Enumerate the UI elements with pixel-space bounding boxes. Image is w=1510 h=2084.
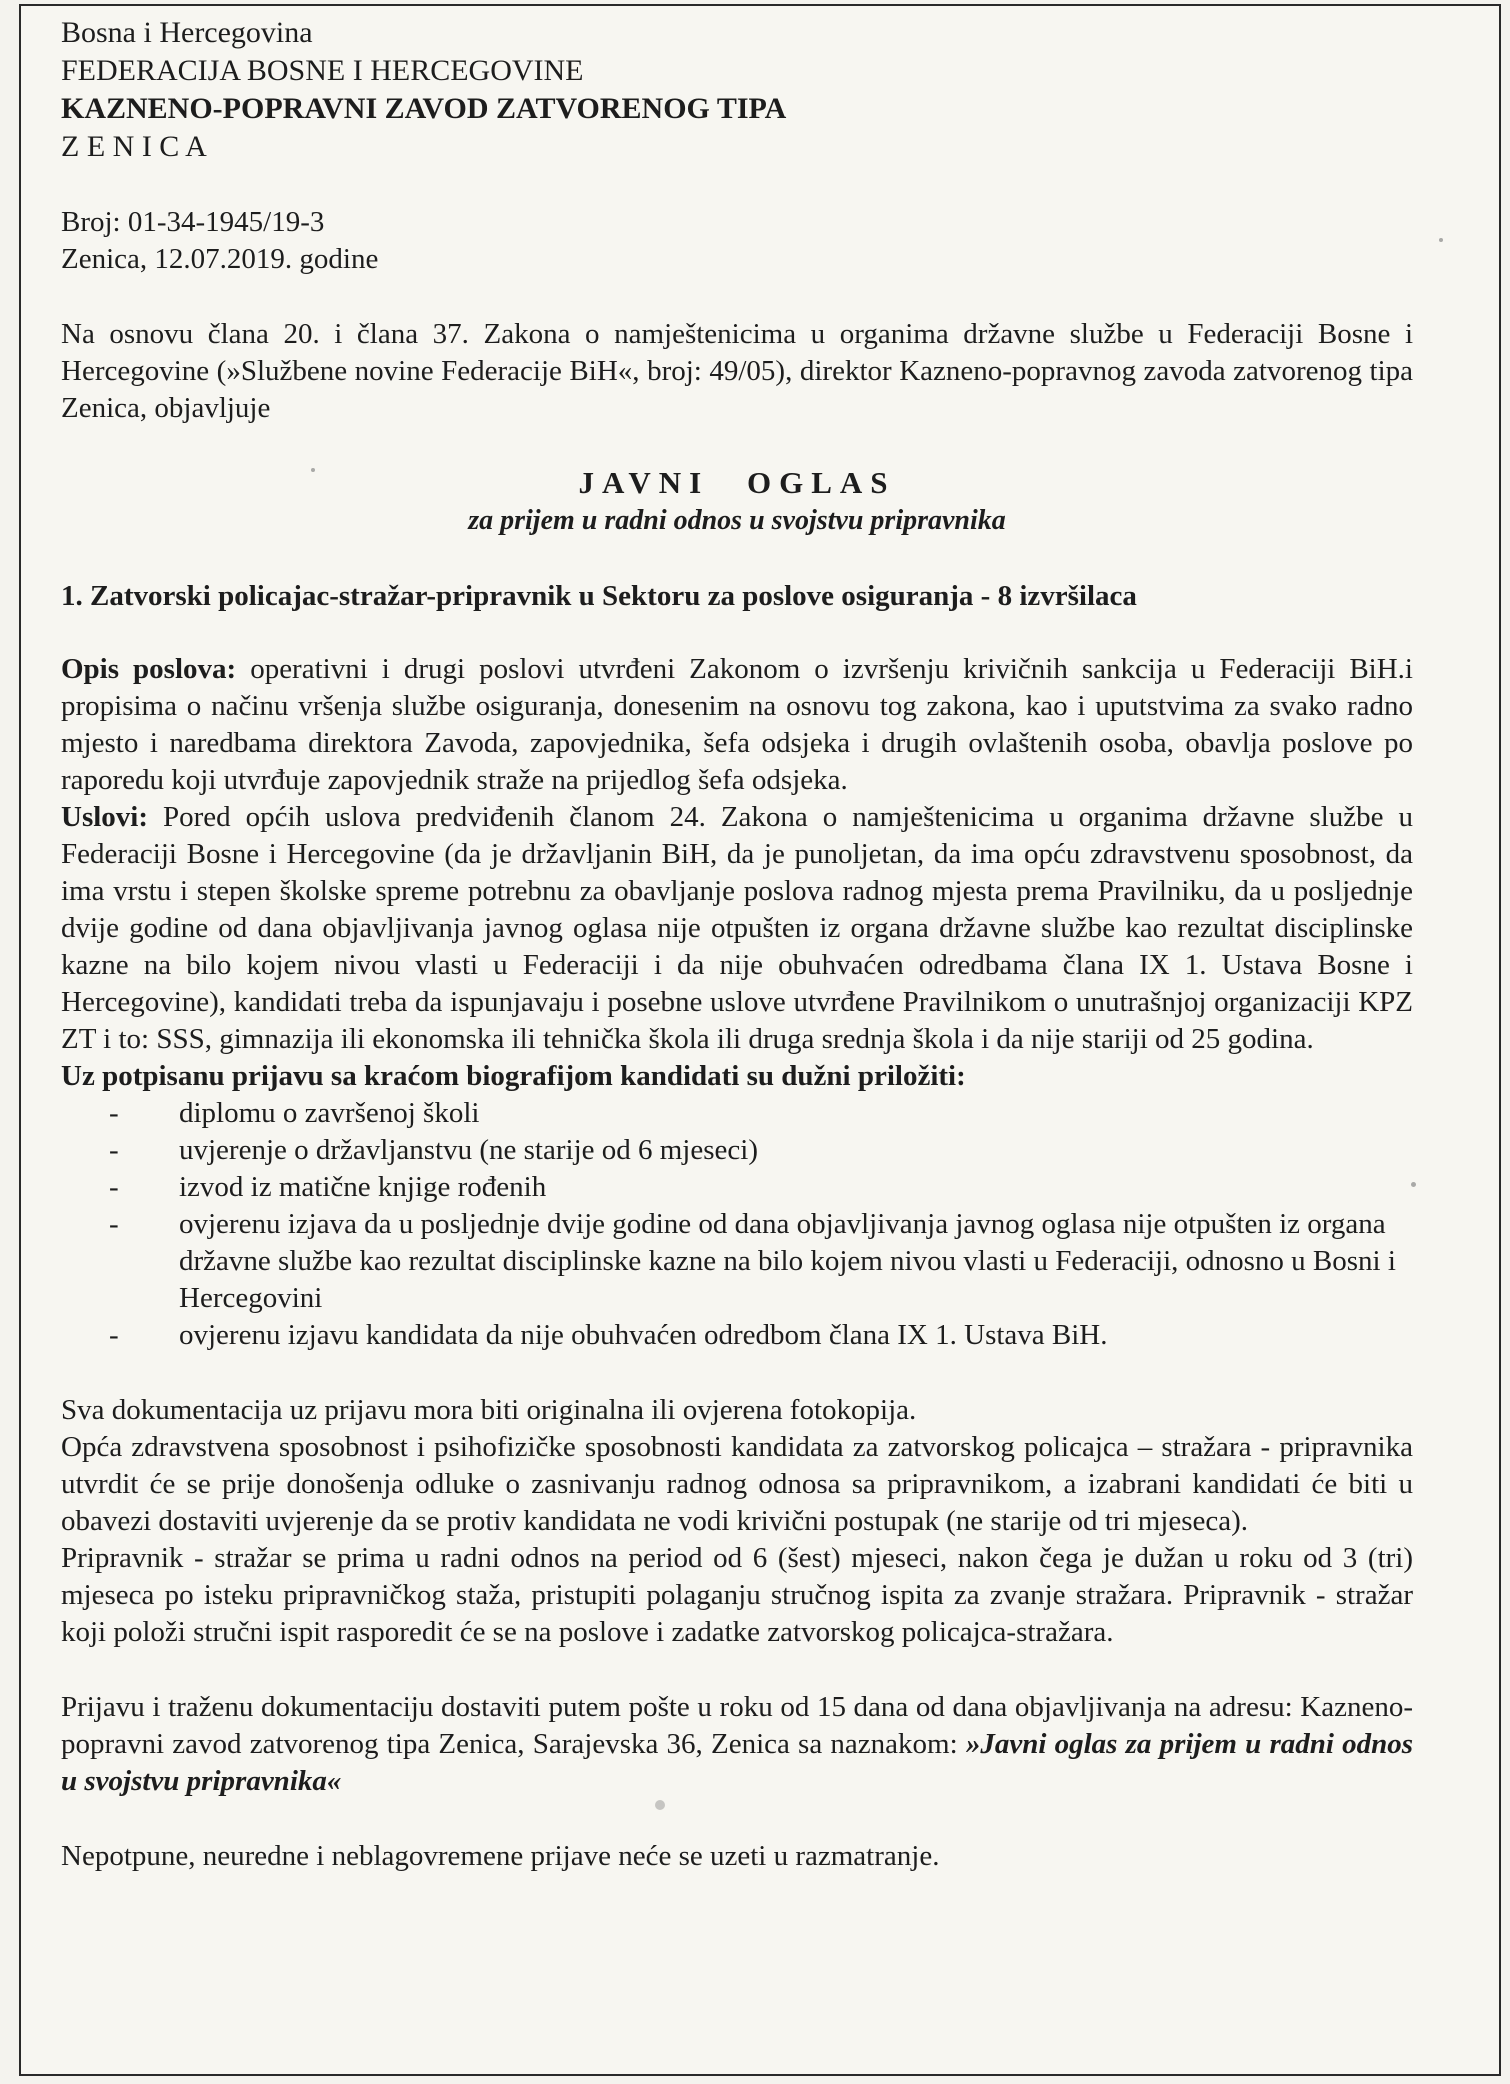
attachment-text: diplomu o završenoj školi [179,1097,480,1129]
country-name: Bosna i Hercegovina [61,16,313,49]
institution-name: KAZNENO-POPRAVNI ZAVOD ZATVORENOG TIPA [61,92,787,125]
scan-speck [1439,238,1443,242]
attachment-text: uvjerenje o državljanstvu (ne starije od 6 mjeseci) [179,1134,758,1166]
scan-speck [655,1800,665,1810]
scan-speck [311,468,315,472]
list-item [61,1095,1413,1132]
city-name: Z E N I C A [61,130,207,163]
list-dash: - [109,1134,119,1166]
documentation-note: Sva dokumentacija uz prijavu mora biti originalna ili ovjerena fotokopija. [61,1394,917,1426]
submission-text: Prijavu i traženu dokumentaciju dostaviti putem pošte u roku od 15 dana od dana objavljivanja na adresu: Kazneno-popravni zavod zatvorenog tipa Zenica, Sarajevska 36, Zenica sa naznakom: [61,1691,1413,1760]
list-dash: - [109,1171,119,1203]
list-dash: - [109,1208,119,1240]
place-date: Zenica, 12.07.2019. godine [61,243,379,275]
attachment-text: izvod iz matične knjige rođenih [179,1171,547,1203]
attachments-heading: Uz potpisanu prijavu sa kraćom biografijom kandidati su dužni priložiti: [61,1060,966,1092]
intro-paragraph: Na osnovu člana 20. i člana 37. Zakona o namještenicima u organima državne službe u Federaciji Bosne i Hercegovine (»Službene novine Federacije BiH«, broj: 49/05), direktor Kazneno-popravnog zavoda zatvorenog tipa Zenica, objavljuje [61,318,1413,424]
duties-label: Opis poslova: [61,653,237,685]
list-item [61,1132,1413,1169]
trainee-note: Pripravnik - stražar se prima u radni odnos na period od 6 (šest) mjeseci, nakon čega je dužan u roku od 3 (tri) mjeseca po isteku pripravničkog staža, pristupiti polaganju stručnog ispita za zvanje stražara. Pripravnik - stražar koji položi stručni ispit rasporedit će se na poslove i zadatke zatvorskog policajca-stražara. [61,1542,1413,1648]
attachments-list [61,1095,1413,1354]
list-item [61,1169,1413,1206]
conditions-text: Pored općih uslova predviđenih članom 24. Zakona o namještenicima u organima državne službe u Federaciji Bosne i Hercegovine (da je državljanin BiH, da je punoljetan, da ima opću zdravstvenu sposobnost, da ima vrstu i stepen školske spreme potrebnu za obavljanje poslova radnog mjesta prema Pravilniku, da u posljednje dvije godine od dana objavljivanja javnog oglasa nije otpušten iz organa državne službe kao rezultat disciplinske kazne na bilo kojem nivou vlasti u Federaciji i da nije obuhvaćen odredbama člana IX 1. Ustava Bosne i Hercegovine), kandidati treba da ispunjavaju i posebne uslove utvrđene Pravilnikom o unutrašnjoj organizaciji KPZ ZT i to: SSS, gimnazija ili ekonomska ili tehnička škola ili druga srednja škola i da nije stariji od 25 godina. [61,801,1413,1055]
health-note: Opća zdravstvena sposobnost i psihofizičke sposobnosti kandidata za zatvorskog policajca – stražara - pripravnika utvrdit će se prije donošenja odluke o zasnivanju radnog odnosa sa pripravnikom, a izabrani kandidati će biti u obavezi dostaviti uvjerenje da se protiv kandidata ne vodi krivični postupak (ne starije od tri mjeseca). [61,1431,1413,1537]
submission-marking: »Javni oglas za prijem u radni odnos u svojstvu pripravnika« [61,1728,1414,1797]
list-item [61,1317,1413,1354]
conditions-label: Uslovi: [61,801,148,833]
closing-note: Nepotpune, neuredne i neblagovremene prijave neće se uzeti u razmatranje. [61,1840,940,1872]
list-dash: - [109,1097,119,1129]
attachment-text: ovjerenu izjava da u posljednje dvije godine od dana objavljivanja javnog oglasa nije otpušten iz organa državne službe kao rezultat disciplinske kazne na bilo kojem nivou vlasti u Federaciji, odnosno u Bosni i Hercegovini [179,1208,1396,1314]
submission-paragraph [61,1689,1413,1800]
notice-subtitle: za prijem u radni odnos u svojstvu pripravnika [468,505,1006,536]
conditions-paragraph [61,799,1413,1058]
notice-frame [19,4,1501,2076]
list-item [61,1206,1413,1317]
duties-text: operativni i drugi poslovi utvrđeni Zakonom o izvršenju krivičnih sankcija u Federaciji BiH.i propisima o načinu vršenja službe osiguranja, donesenim na osnovu tog zakona, kao i uputstvima za svako radno mjesto i naredbama direktora Zavoda, zapovjednika, šefa odsjeka i drugih ovlaštenih osoba, obavlja poslove po raporedu koji utvrđuje zapovjednik straže na prijedlog šefa odsjeka. [61,653,1413,796]
scan-speck [1411,1182,1416,1187]
position-heading: 1. Zatvorski policajac-stražar-pripravnik u Sektoru za poslove osiguranja - 8 izvršilaca [61,580,1137,612]
duties-paragraph [61,651,1413,799]
list-dash: - [109,1319,119,1351]
notice-content [61,14,1413,1875]
notice-title: JAVNI OGLAS [578,465,896,500]
federation-name: FEDERACIJA BOSNE I HERCEGOVINE [61,54,584,87]
attachment-text: ovjerenu izjavu kandidata da nije obuhvaćen odredbom člana IX 1. Ustava BiH. [179,1319,1108,1351]
reference-number: Broj: 01-34-1945/19-3 [61,206,325,238]
